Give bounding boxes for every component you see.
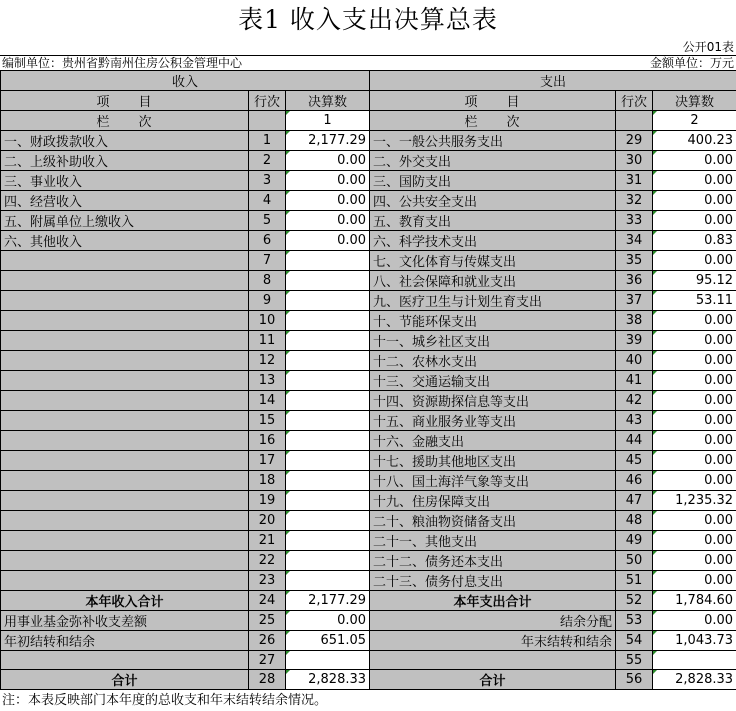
expense-section-header: 支出 bbox=[370, 71, 736, 91]
income-summary-line: 27 bbox=[249, 651, 286, 670]
expense-line-number: 50 bbox=[616, 551, 653, 571]
expense-line-number: 43 bbox=[616, 411, 653, 431]
income-summary-amount: 0.00 bbox=[286, 611, 370, 631]
table-row bbox=[1, 171, 736, 191]
table-row bbox=[1, 391, 736, 411]
expense-line-number: 34 bbox=[616, 231, 653, 251]
income-amount bbox=[286, 271, 370, 291]
income-column-index-label: 栏 次 bbox=[1, 111, 249, 131]
income-column-index: 1 bbox=[286, 111, 370, 131]
expense-line-number: 32 bbox=[616, 191, 653, 211]
income-amount bbox=[286, 531, 370, 551]
income-item-label bbox=[1, 411, 249, 431]
income-line-header: 行次 bbox=[249, 91, 286, 111]
income-item-label bbox=[1, 491, 249, 511]
expense-line-number: 40 bbox=[616, 351, 653, 371]
income-amount bbox=[286, 391, 370, 411]
expense-summary-amount: 1,784.60 bbox=[653, 591, 736, 611]
expense-line-number: 35 bbox=[616, 251, 653, 271]
expense-item-label: 二十一、其他支出 bbox=[370, 531, 616, 551]
summary-row bbox=[1, 651, 736, 670]
expense-summary-line: 53 bbox=[616, 611, 653, 631]
table-row bbox=[1, 551, 736, 571]
income-item-label bbox=[1, 371, 249, 391]
income-summary-label: 年初结转和结余 bbox=[1, 631, 249, 651]
expense-summary-label: 本年支出合计 bbox=[370, 591, 616, 611]
expense-line-blank bbox=[616, 111, 653, 131]
income-line-number: 9 bbox=[249, 291, 286, 311]
expense-item-label: 七、文化体育与传媒支出 bbox=[370, 251, 616, 271]
expense-item-label: 二十、粮油物资储备支出 bbox=[370, 511, 616, 531]
expense-summary-amount: 0.00 bbox=[653, 611, 736, 631]
income-item-label bbox=[1, 291, 249, 311]
table-row bbox=[1, 411, 736, 431]
income-line-number: 8 bbox=[249, 271, 286, 291]
income-item-label: 三、事业收入 bbox=[1, 171, 249, 191]
income-item-label: 五、附属单位上缴收入 bbox=[1, 211, 249, 231]
expense-item-label: 五、教育支出 bbox=[370, 211, 616, 231]
expense-line-number: 37 bbox=[616, 291, 653, 311]
expense-summary-line: 55 bbox=[616, 651, 653, 670]
income-line-number: 3 bbox=[249, 171, 286, 191]
expense-summary-line: 52 bbox=[616, 591, 653, 611]
table-row bbox=[1, 511, 736, 531]
income-item-label bbox=[1, 331, 249, 351]
income-line-number: 10 bbox=[249, 311, 286, 331]
table-row bbox=[1, 571, 736, 591]
income-amount: 0.00 bbox=[286, 171, 370, 191]
expense-amount: 0.00 bbox=[653, 431, 736, 451]
income-expense-table bbox=[0, 70, 736, 690]
income-line-number: 1 bbox=[249, 131, 286, 151]
income-summary-label: 合计 bbox=[1, 670, 249, 690]
income-line-number: 7 bbox=[249, 251, 286, 271]
summary-row bbox=[1, 631, 736, 651]
income-item-label bbox=[1, 311, 249, 331]
income-item-label bbox=[1, 251, 249, 271]
expense-amount: 0.00 bbox=[653, 331, 736, 351]
expense-line-number: 42 bbox=[616, 391, 653, 411]
table-row bbox=[1, 531, 736, 551]
expense-line-number: 38 bbox=[616, 311, 653, 331]
income-line-number: 16 bbox=[249, 431, 286, 451]
table-row bbox=[1, 471, 736, 491]
income-item-label: 一、财政拨款收入 bbox=[1, 131, 249, 151]
table-row bbox=[1, 131, 736, 151]
expense-line-number: 41 bbox=[616, 371, 653, 391]
income-summary-amount: 651.05 bbox=[286, 631, 370, 651]
expense-amount: 0.00 bbox=[653, 251, 736, 271]
income-item-label: 六、其他收入 bbox=[1, 231, 249, 251]
income-amount: 0.00 bbox=[286, 211, 370, 231]
income-item-label bbox=[1, 391, 249, 411]
expense-item-label: 六、科学技术支出 bbox=[370, 231, 616, 251]
expense-line-number: 30 bbox=[616, 151, 653, 171]
expense-amount: 0.00 bbox=[653, 371, 736, 391]
expense-amount: 0.00 bbox=[653, 451, 736, 471]
income-summary-line: 25 bbox=[249, 611, 286, 631]
income-item-label bbox=[1, 271, 249, 291]
table-row bbox=[1, 431, 736, 451]
expense-line-header: 行次 bbox=[616, 91, 653, 111]
expense-amount: 0.83 bbox=[653, 231, 736, 251]
expense-amount: 400.23 bbox=[653, 131, 736, 151]
income-amount bbox=[286, 471, 370, 491]
income-amount bbox=[286, 451, 370, 471]
income-item-label bbox=[1, 531, 249, 551]
expense-summary-label: 年末结转和结余 bbox=[370, 631, 616, 651]
expense-amount: 0.00 bbox=[653, 211, 736, 231]
income-item-label bbox=[1, 551, 249, 571]
expense-item-label: 十六、金融支出 bbox=[370, 431, 616, 451]
income-line-number: 12 bbox=[249, 351, 286, 371]
table-row bbox=[1, 191, 736, 211]
income-summary-amount: 2,177.29 bbox=[286, 591, 370, 611]
expense-amount: 0.00 bbox=[653, 151, 736, 171]
expense-line-number: 49 bbox=[616, 531, 653, 551]
income-amount bbox=[286, 251, 370, 271]
income-item-label bbox=[1, 431, 249, 451]
table-row bbox=[1, 351, 736, 371]
expense-line-number: 33 bbox=[616, 211, 653, 231]
income-line-number: 23 bbox=[249, 571, 286, 591]
expense-summary-line: 54 bbox=[616, 631, 653, 651]
expense-item-label: 九、医疗卫生与计划生育支出 bbox=[370, 291, 616, 311]
amount-unit: 金额单位：万元 bbox=[649, 56, 734, 70]
expense-line-number: 44 bbox=[616, 431, 653, 451]
expense-amount-header: 决算数 bbox=[653, 91, 736, 111]
expense-column-index-label: 栏 次 bbox=[370, 111, 616, 131]
income-line-number: 22 bbox=[249, 551, 286, 571]
sheet-number: 公开01表 bbox=[682, 40, 734, 54]
income-line-blank bbox=[249, 111, 286, 131]
income-line-number: 19 bbox=[249, 491, 286, 511]
expense-summary-label: 结余分配 bbox=[370, 611, 616, 631]
income-line-number: 4 bbox=[249, 191, 286, 211]
expense-amount: 0.00 bbox=[653, 311, 736, 331]
income-item-label bbox=[1, 351, 249, 371]
income-line-number: 6 bbox=[249, 231, 286, 251]
income-amount: 0.00 bbox=[286, 231, 370, 251]
table-row bbox=[1, 371, 736, 391]
expense-summary-line: 56 bbox=[616, 670, 653, 690]
income-line-number: 2 bbox=[249, 151, 286, 171]
income-section-header: 收入 bbox=[1, 71, 370, 91]
summary-row bbox=[1, 670, 736, 690]
expense-line-number: 47 bbox=[616, 491, 653, 511]
table-row bbox=[1, 151, 736, 171]
expense-item-label: 二十三、债务付息支出 bbox=[370, 571, 616, 591]
income-item-label bbox=[1, 451, 249, 471]
table-row bbox=[1, 291, 736, 311]
footnote: 注：本表反映部门本年度的总收支和年末结转结余情况。 bbox=[2, 693, 328, 708]
income-item-label: 二、上级补助收入 bbox=[1, 151, 249, 171]
income-line-number: 13 bbox=[249, 371, 286, 391]
expense-item-label: 十三、交通运输支出 bbox=[370, 371, 616, 391]
income-amount bbox=[286, 411, 370, 431]
expense-amount: 0.00 bbox=[653, 551, 736, 571]
expense-summary-label bbox=[370, 651, 616, 670]
income-amount bbox=[286, 311, 370, 331]
income-amount: 0.00 bbox=[286, 191, 370, 211]
income-summary-label: 用事业基金弥补收支差额 bbox=[1, 611, 249, 631]
reporting-unit: 编制单位：贵州省黔南州住房公积金管理中心 bbox=[2, 56, 243, 70]
income-line-number: 11 bbox=[249, 331, 286, 351]
income-line-number: 18 bbox=[249, 471, 286, 491]
section-header-row bbox=[1, 71, 736, 91]
income-item-label bbox=[1, 571, 249, 591]
expense-amount: 0.00 bbox=[653, 191, 736, 211]
income-item-header: 项 目 bbox=[1, 91, 249, 111]
expense-line-number: 51 bbox=[616, 571, 653, 591]
income-amount bbox=[286, 291, 370, 311]
expense-amount: 0.00 bbox=[653, 171, 736, 191]
expense-line-number: 46 bbox=[616, 471, 653, 491]
report-title: 表1 收入支出决算总表 bbox=[238, 5, 498, 34]
expense-amount: 95.12 bbox=[653, 271, 736, 291]
expense-amount: 0.00 bbox=[653, 351, 736, 371]
income-line-number: 14 bbox=[249, 391, 286, 411]
income-summary-amount: 2,828.33 bbox=[286, 670, 370, 690]
table-row bbox=[1, 331, 736, 351]
expense-item-header: 项 目 bbox=[370, 91, 616, 111]
expense-item-label: 八、社会保障和就业支出 bbox=[370, 271, 616, 291]
expense-item-label: 十一、城乡社区支出 bbox=[370, 331, 616, 351]
income-line-number: 21 bbox=[249, 531, 286, 551]
income-amount bbox=[286, 491, 370, 511]
income-amount: 0.00 bbox=[286, 151, 370, 171]
expense-line-number: 48 bbox=[616, 511, 653, 531]
expense-item-label: 十、节能环保支出 bbox=[370, 311, 616, 331]
expense-item-label: 一、一般公共服务支出 bbox=[370, 131, 616, 151]
income-summary-label: 本年收入合计 bbox=[1, 591, 249, 611]
income-amount bbox=[286, 431, 370, 451]
table-row bbox=[1, 231, 736, 251]
summary-row bbox=[1, 591, 736, 611]
expense-line-number: 45 bbox=[616, 451, 653, 471]
income-summary-line: 28 bbox=[249, 670, 286, 690]
expense-item-label: 十九、住房保障支出 bbox=[370, 491, 616, 511]
table-row bbox=[1, 271, 736, 291]
expense-item-label: 十八、国土海洋气象等支出 bbox=[370, 471, 616, 491]
income-summary-amount bbox=[286, 651, 370, 670]
column-header-row bbox=[1, 91, 736, 111]
income-amount: 2,177.29 bbox=[286, 131, 370, 151]
expense-line-number: 36 bbox=[616, 271, 653, 291]
income-summary-line: 24 bbox=[249, 591, 286, 611]
expense-amount: 53.11 bbox=[653, 291, 736, 311]
income-line-number: 15 bbox=[249, 411, 286, 431]
expense-item-label: 三、国防支出 bbox=[370, 171, 616, 191]
income-line-number: 5 bbox=[249, 211, 286, 231]
table-row bbox=[1, 491, 736, 511]
income-amount bbox=[286, 511, 370, 531]
expense-item-label: 十二、农林水支出 bbox=[370, 351, 616, 371]
expense-item-label: 二十二、债务还本支出 bbox=[370, 551, 616, 571]
expense-summary-amount: 2,828.33 bbox=[653, 670, 736, 690]
expense-item-label: 二、外交支出 bbox=[370, 151, 616, 171]
expense-summary-label: 合计 bbox=[370, 670, 616, 690]
expense-item-label: 十四、资源勘探信息等支出 bbox=[370, 391, 616, 411]
expense-amount: 1,235.32 bbox=[653, 491, 736, 511]
expense-line-number: 31 bbox=[616, 171, 653, 191]
income-amount bbox=[286, 331, 370, 351]
expense-amount: 0.00 bbox=[653, 531, 736, 551]
expense-amount: 0.00 bbox=[653, 511, 736, 531]
expense-item-label: 四、公共安全支出 bbox=[370, 191, 616, 211]
expense-line-number: 29 bbox=[616, 131, 653, 151]
expense-column-index: 2 bbox=[653, 111, 736, 131]
income-amount bbox=[286, 351, 370, 371]
income-line-number: 17 bbox=[249, 451, 286, 471]
income-summary-label bbox=[1, 651, 249, 670]
table-row bbox=[1, 211, 736, 231]
expense-amount: 0.00 bbox=[653, 471, 736, 491]
income-item-label bbox=[1, 471, 249, 491]
summary-row bbox=[1, 611, 736, 631]
income-amount bbox=[286, 371, 370, 391]
income-item-label: 四、经营收入 bbox=[1, 191, 249, 211]
income-amount-header: 决算数 bbox=[286, 91, 370, 111]
income-item-label bbox=[1, 511, 249, 531]
expense-amount: 0.00 bbox=[653, 571, 736, 591]
table-row bbox=[1, 251, 736, 271]
income-summary-line: 26 bbox=[249, 631, 286, 651]
expense-summary-amount bbox=[653, 651, 736, 670]
income-line-number: 20 bbox=[249, 511, 286, 531]
expense-line-number: 39 bbox=[616, 331, 653, 351]
expense-item-label: 十五、商业服务业等支出 bbox=[370, 411, 616, 431]
expense-item-label: 十七、援助其他地区支出 bbox=[370, 451, 616, 471]
income-amount bbox=[286, 571, 370, 591]
table-row bbox=[1, 311, 736, 331]
column-index-row bbox=[1, 111, 736, 131]
expense-amount: 0.00 bbox=[653, 411, 736, 431]
expense-summary-amount: 1,043.73 bbox=[653, 631, 736, 651]
expense-amount: 0.00 bbox=[653, 391, 736, 411]
table-row bbox=[1, 451, 736, 471]
income-amount bbox=[286, 551, 370, 571]
